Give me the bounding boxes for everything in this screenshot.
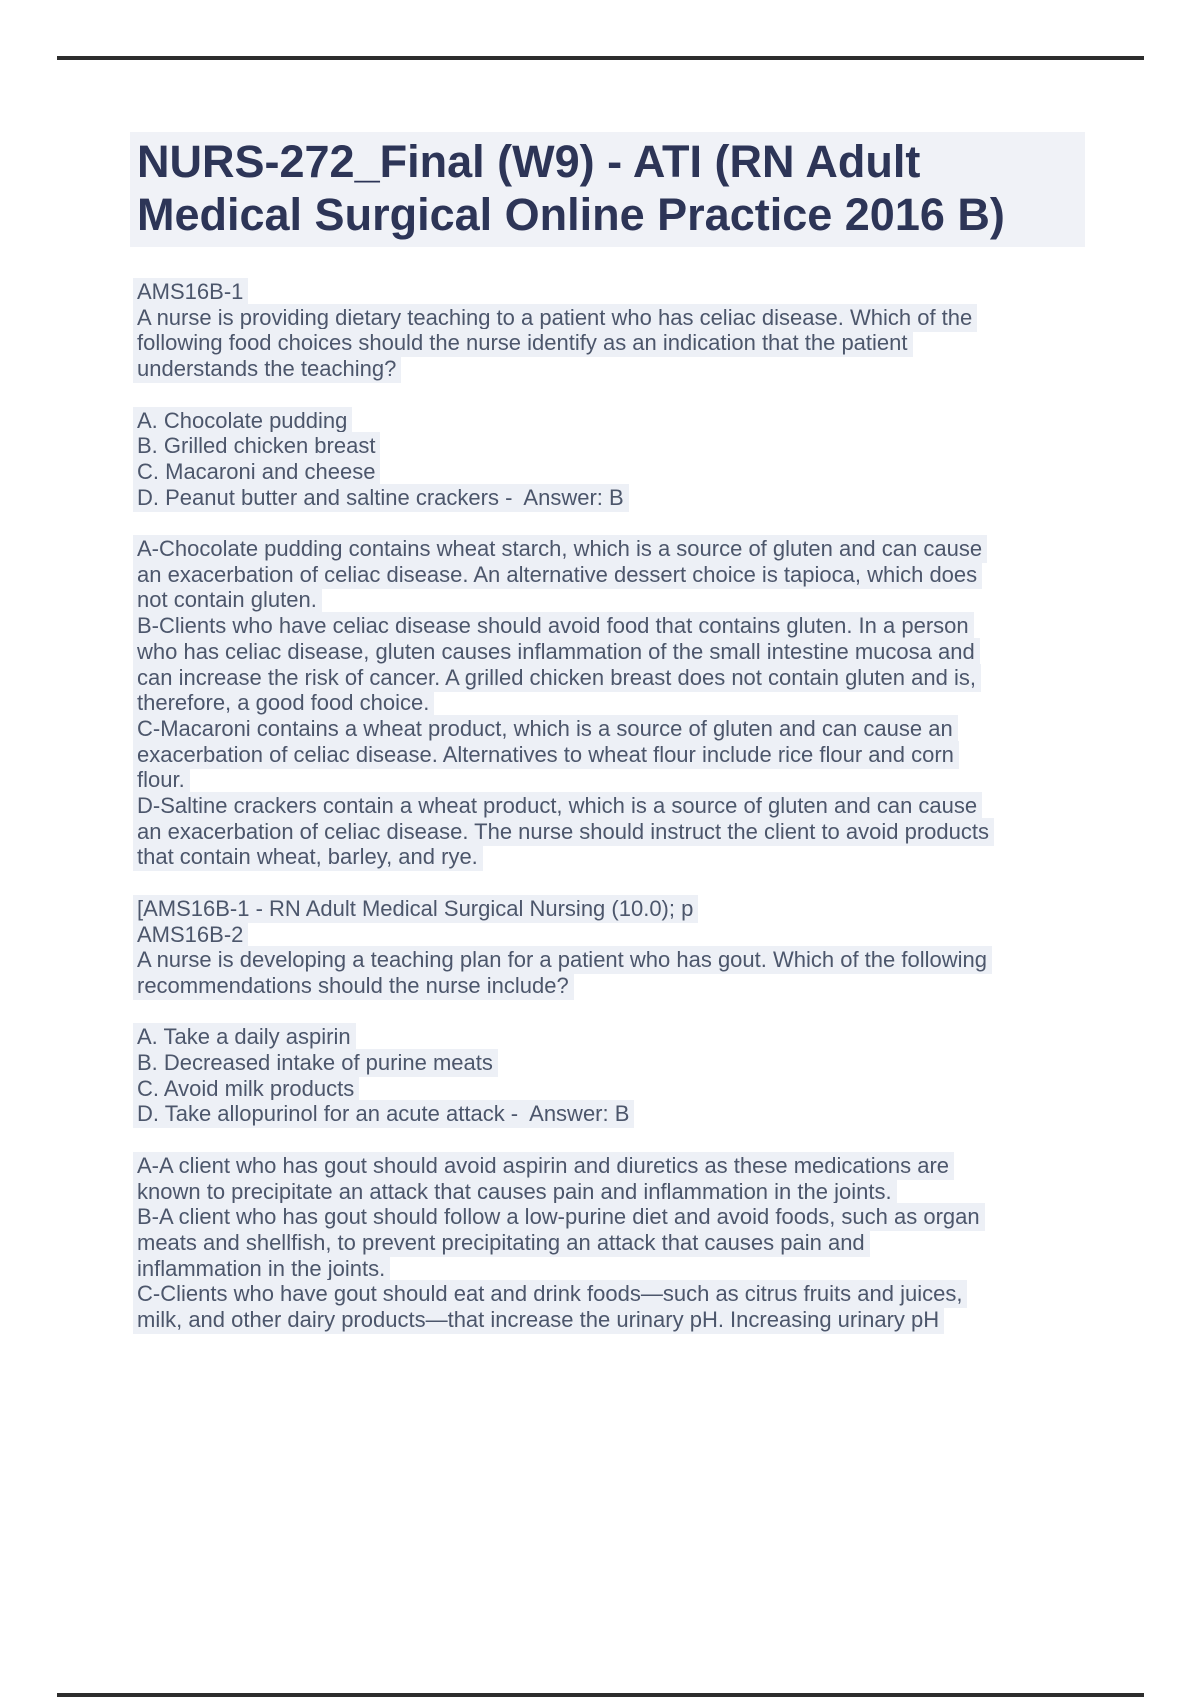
question-2-rationale <box>137 1153 1142 1333</box>
page-title-line-2: Medical Surgical Online Practice 2016 B) <box>137 189 1005 240</box>
text-line: recommendations should the nurse include? <box>137 973 1142 999</box>
text-line: B. Decreased intake of purine meats <box>137 1050 1142 1076</box>
question-1-options <box>137 408 1142 511</box>
text-line: an exacerbation of celiac disease. The nurse should instruct the client to avoid products <box>137 819 1142 845</box>
text-line: AMS16B-1 <box>137 279 1142 305</box>
text-line: A. Chocolate pudding <box>137 408 1142 434</box>
text-line: inflammation in the joints. <box>137 1256 1142 1282</box>
text-line: C-Clients who have gout should eat and drink foods—such as citrus fruits and juices, <box>137 1281 1142 1307</box>
text-line: that contain wheat, barley, and rye. <box>137 844 1142 870</box>
text-line: milk, and other dairy products—that increase the urinary pH. Increasing urinary pH <box>137 1307 1142 1333</box>
text-line: B-Clients who have celiac disease should avoid food that contains gluten. In a person <box>137 613 1142 639</box>
text-line: known to precipitate an attack that causes pain and inflammation in the joints. <box>137 1179 1142 1205</box>
text-line: D. Peanut butter and saltine crackers - Answer: B <box>137 485 1142 511</box>
text-line: AMS16B-2 <box>137 922 1142 948</box>
text-line: B. Grilled chicken breast <box>137 433 1142 459</box>
text-line: A-Chocolate pudding contains wheat starch, which is a source of gluten and can cause <box>137 536 1142 562</box>
text-line: C. Macaroni and cheese <box>137 459 1142 485</box>
text-line: A-A client who has gout should avoid aspirin and diuretics as these medications are <box>137 1153 1142 1179</box>
page-title-line-1: NURS-272_Final (W9) - ATI (RN Adult <box>137 136 921 187</box>
text-line: understands the teaching? <box>137 356 1142 382</box>
text-line: therefore, a good food choice. <box>137 690 1142 716</box>
top-rule <box>57 56 1144 60</box>
text-line: exacerbation of celiac disease. Alternatives to wheat flour include rice flour and corn <box>137 742 1142 768</box>
text-line: not contain gluten. <box>137 587 1142 613</box>
text-line: A nurse is providing dietary teaching to a patient who has celiac disease. Which of the <box>137 305 1142 331</box>
text-line: an exacerbation of celiac disease. An alternative dessert choice is tapioca, which does <box>137 562 1142 588</box>
text-line: C-Macaroni contains a wheat product, which is a source of gluten and can cause an <box>137 716 1142 742</box>
text-line: [AMS16B-1 - RN Adult Medical Surgical Nursing (10.0); p <box>137 896 1142 922</box>
question-1-rationale <box>137 536 1142 870</box>
text-line: who has celiac disease, gluten causes inflammation of the small intestine mucosa and <box>137 639 1142 665</box>
text-line: flour. <box>137 767 1142 793</box>
document-body <box>137 279 1142 1358</box>
text-line: C. Avoid milk products <box>137 1076 1142 1102</box>
text-line: meats and shellfish, to prevent precipitating an attack that causes pain and <box>137 1230 1142 1256</box>
question-2-options <box>137 1024 1142 1127</box>
question-1-reference-and-question-2-stem <box>137 896 1142 999</box>
text-line: B-A client who has gout should follow a low-purine diet and avoid foods, such as organ <box>137 1204 1142 1230</box>
question-1-id-and-stem <box>137 279 1142 382</box>
text-line: D-Saltine crackers contain a wheat product, which is a source of gluten and can cause <box>137 793 1142 819</box>
text-line: D. Take allopurinol for an acute attack - Answer: B <box>137 1101 1142 1127</box>
bottom-rule <box>57 1693 1144 1697</box>
text-line: A. Take a daily aspirin <box>137 1024 1142 1050</box>
text-line: can increase the risk of cancer. A grilled chicken breast does not contain gluten and is, <box>137 665 1142 691</box>
text-line: following food choices should the nurse identify as an indication that the patient <box>137 330 1142 356</box>
text-line: A nurse is developing a teaching plan for a patient who has gout. Which of the following <box>137 947 1142 973</box>
page-title <box>130 132 1085 247</box>
